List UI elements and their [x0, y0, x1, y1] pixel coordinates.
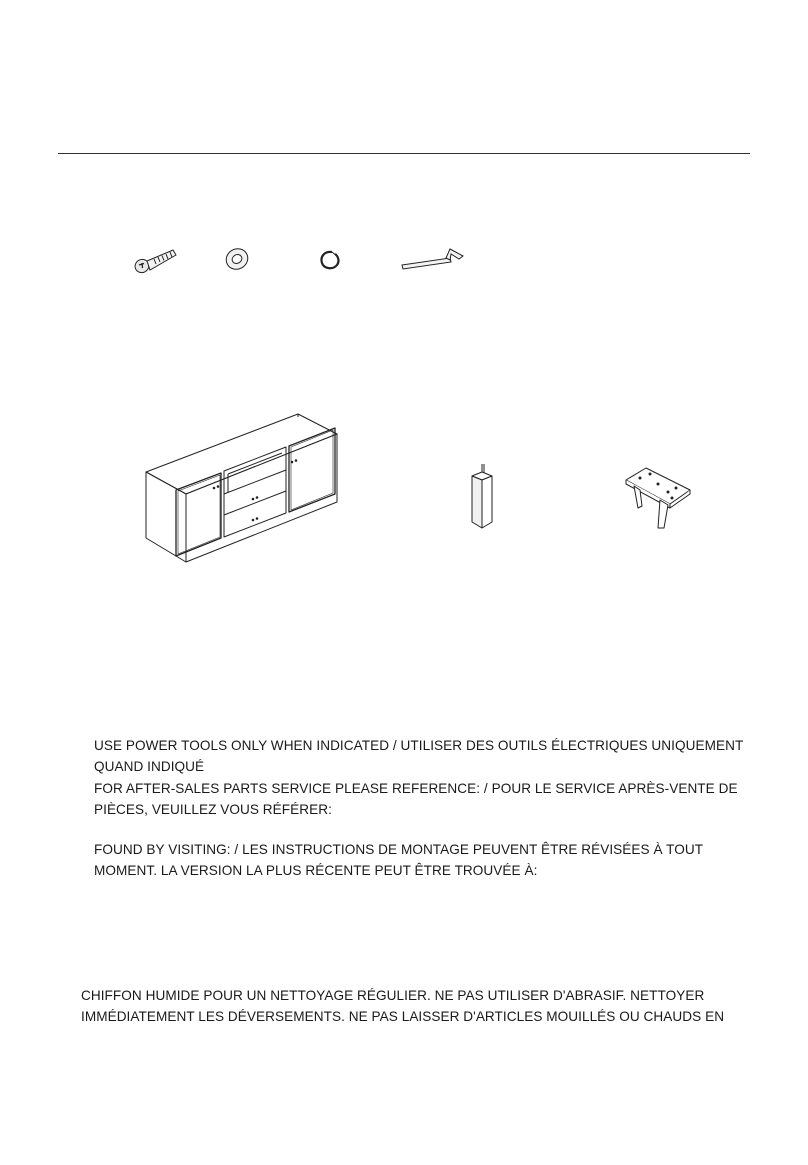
care-note-line2: IMMÉDIATEMENT LES DÉVERSEMENTS. NE PAS LAISSER D'ARTICLES MOUILLÉS OU CHAUDS EN — [81, 1009, 725, 1024]
split-lock-washer-icon — [316, 248, 344, 274]
revisions-note-line2: MOMENT. LA VERSION LA PLUS RÉCENTE PEUT ÊTRE TROUVÉE À: — [94, 863, 538, 878]
power-tools-note-line2: QUAND INDIQUÉ — [94, 759, 205, 774]
angled-leg-bracket-icon — [620, 462, 694, 534]
revisions-note-line1: FOUND BY VISITING: / LES INSTRUCTIONS DE MONTAGE PEUVENT ÊTRE RÉVISÉES À TOUT — [94, 842, 704, 857]
care-note — [81, 985, 724, 1027]
flat-washer-icon — [222, 244, 252, 274]
square-leg-icon — [464, 462, 500, 532]
after-sales-note-line2: PIÈCES, VEUILLEZ VOUS RÉFÉRER: — [94, 802, 332, 817]
allen-key-icon — [398, 244, 466, 274]
power-tools-note — [94, 735, 743, 777]
revisions-note — [94, 839, 703, 881]
power-tools-note-line1: USE POWER TOOLS ONLY WHEN INDICATED / UTILISER DES OUTILS ÉLECTRIQUES UNIQUEMENT — [94, 738, 744, 753]
after-sales-note-line1: FOR AFTER-SALES PARTS SERVICE PLEASE REFERENCE: / POUR LE SERVICE APRÈS-VENTE DE — [94, 781, 738, 796]
care-note-line1: CHIFFON HUMIDE POUR UN NETTOYAGE RÉGULIER. NE PAS UTILISER D'ABRASIF. NETTOYER — [81, 988, 705, 1003]
bolt-icon — [130, 238, 182, 280]
sideboard-cabinet-icon — [140, 410, 344, 570]
header-rule — [58, 153, 750, 154]
after-sales-note — [94, 778, 738, 820]
